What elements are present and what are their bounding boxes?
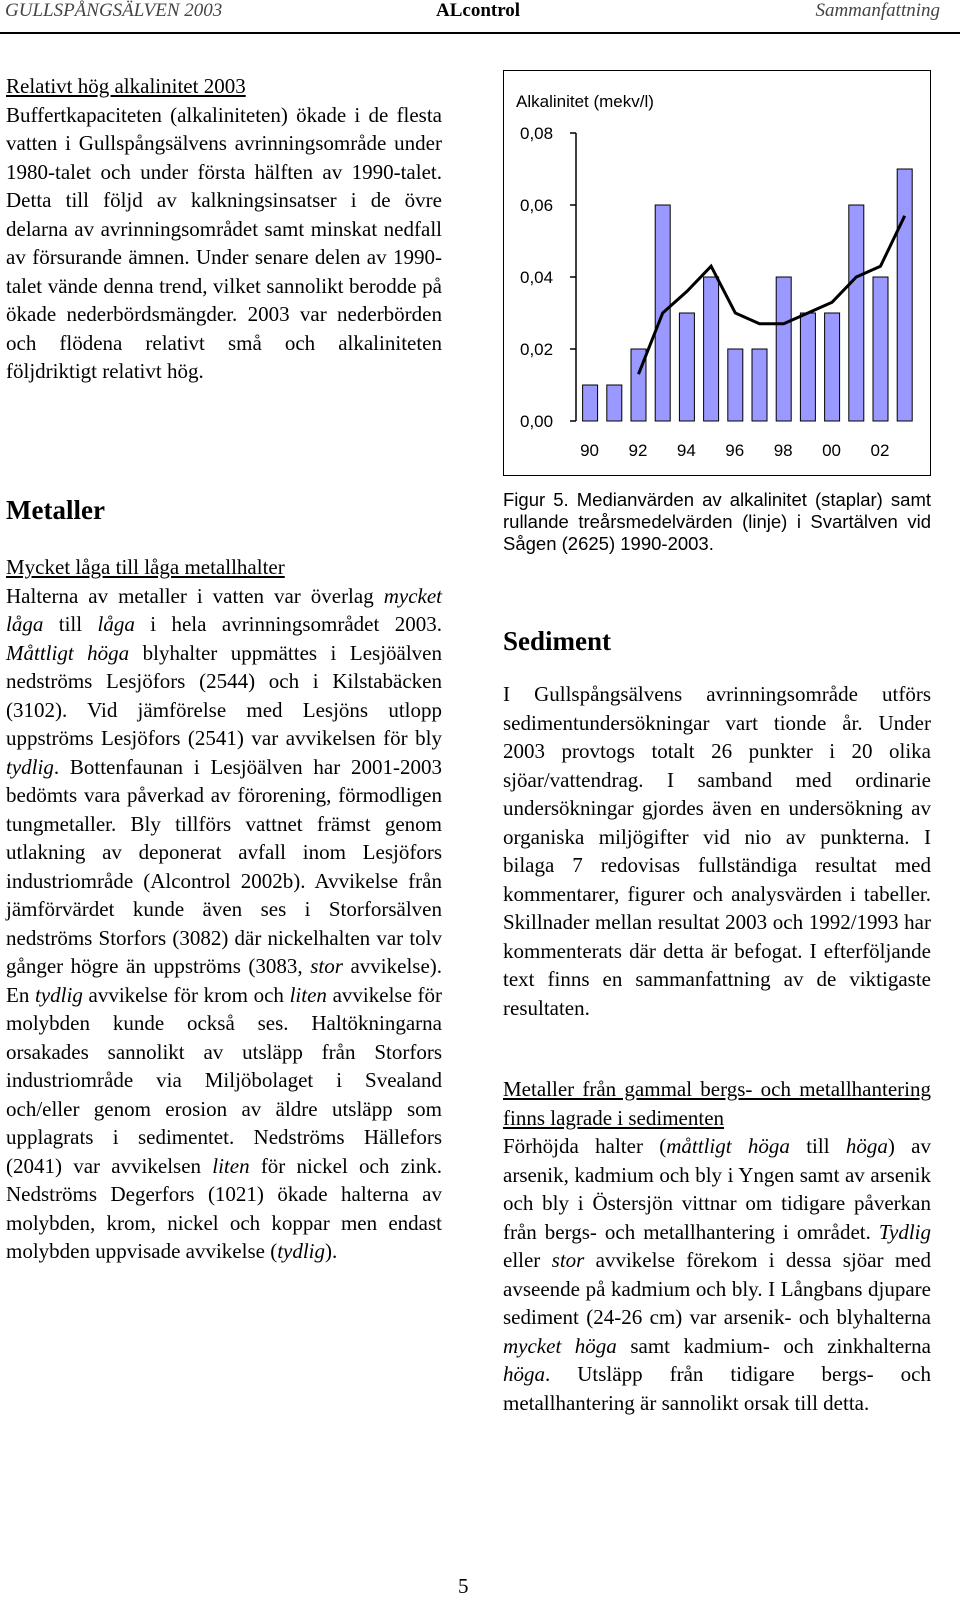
text-run: avvikelse för molybden kunde också ses. Haltökningarna orsakades sannolikt av utsläpp från Storfors industriområde via Miljöbolaget i Svealand och/eller genom erosion av äldre utsläpp som upplagrats i sedimentet. Nedströms Hällefors (2041) var avvikelsen — [6, 982, 443, 1178]
chart-svg — [504, 71, 932, 477]
emphasis: mycket låga — [6, 583, 442, 636]
emphasis: höga — [845, 1134, 888, 1158]
text-run: Halterna av metaller i vatten var överlag — [6, 583, 374, 608]
chart-xtick-label: 98 — [773, 441, 793, 460]
emphasis: måttligt höga — [666, 1134, 790, 1158]
emphasis: Måttligt höga — [6, 640, 130, 665]
figure-caption: Figur 5. Medianvärden av alkalinitet (staplar) samt rullande treårsmedelvärden (linje) i Svartälven vid Sågen (2625) 1990-2003. — [503, 489, 931, 554]
metaller-heading: Metaller — [6, 495, 105, 525]
sediment-heading: Sediment — [503, 626, 611, 656]
chart-bar — [583, 385, 598, 421]
chart-ytick-label: 0,06 — [520, 196, 554, 215]
metaller-paragraph — [6, 582, 442, 1266]
emphasis: liten — [212, 1153, 250, 1178]
header-rule — [0, 32, 960, 34]
text-run: avvikelse). En — [6, 954, 443, 1007]
page-header — [0, 0, 960, 34]
header-report-title: GULLSPÅNGSÄLVEN 2003 — [5, 0, 223, 21]
metaller-subtitle: Mycket låga till låga metallhalter — [6, 555, 285, 579]
text-run: ). — [325, 1239, 338, 1263]
chart-xtick-label: 96 — [725, 441, 745, 460]
chart-bar — [825, 313, 840, 421]
text-run: för nickel och zink. Nedströms Degerfors (1021) ökade halterna av molybden, krom, nickel och koppar men endast molybden uppvisade avvikelse ( — [6, 1153, 442, 1263]
page-number: 5 — [458, 1574, 469, 1598]
gammal-section — [503, 1075, 931, 1417]
chart-bar — [776, 277, 791, 421]
text-run: i hela avrinningsområdet 2003. — [150, 612, 442, 636]
text-run: ) av arsenik, kadmium och bly i Yngen samt av arsenik och bly i Östersjön vittnar om tidigare påverkan från bergs- och metallhantering i området. — [503, 1134, 931, 1244]
alkalinity-chart — [503, 70, 931, 476]
chart-bar — [679, 313, 694, 421]
chart-bar — [800, 313, 815, 421]
chart-xtick-label: 92 — [628, 441, 648, 460]
text-run: . Bottenfaunan i Lesjöälven har 2001-2003 bedömts vara påverkad av förorening, förmodligen tungmetaller. Bly tillförs vattnet främst genom utlakning av deponerat avfall inom Lesjöfors industriområde (Alcontrol 2002b). Avvikelse från jämförvärdet kunde även ses i Storforsälven nedströms Storfors (3082) där nickelhalten var tolv gånger högre än uppströms (3083, — [6, 754, 442, 978]
emphasis: liten — [289, 982, 327, 1007]
chart-bar — [897, 169, 912, 421]
text-run: . Utsläpp från tidigare bergs- och metallhantering är sannolikt orsak till detta. — [503, 1362, 931, 1415]
emphasis: Tydlig — [878, 1219, 931, 1244]
chart-bar — [873, 277, 888, 421]
emphasis: mycket höga — [503, 1333, 617, 1358]
text-run: Förhöjda halter ( — [503, 1134, 667, 1158]
chart-ylabel: Alkalinitet (mekv/l) — [516, 92, 654, 111]
emphasis: låga — [97, 612, 135, 636]
gammal-paragraph — [503, 1132, 931, 1417]
text-run: eller — [503, 1248, 541, 1272]
chart-series-line — [639, 216, 905, 374]
emphasis: stor — [310, 954, 343, 978]
chart-bar — [752, 349, 767, 421]
alkalinity-section — [6, 72, 442, 386]
emphasis: tydlig — [35, 982, 83, 1007]
chart-xtick-label: 90 — [580, 441, 600, 460]
sediment-paragraph: I Gullspångsälvens avrinningsområde utförs sedimentundersökningar vart tionde år. Under 2003 provtogs totalt 26 punkter i 20 olika sjöar/vattendrag. I samband med ordinarie undersökningar gjordes även en undersökning av organiska miljögifter vid nio av punkterna. I bilaga 7 redovisas fullständiga resultat med kommentarer, figurer och analysvärden i tabeller. Skillnader mellan resultat 2003 och 1992/1993 har kommenterats där detta är befogat. I efterföljande text finns en sammanfattning av de viktigaste resultaten. — [503, 682, 931, 1020]
emphasis: stor — [551, 1248, 585, 1272]
alkalinity-subtitle: Relativt hög alkalinitet 2003 — [6, 74, 246, 98]
chart-ytick-label: 0,02 — [520, 340, 554, 359]
emphasis: höga — [503, 1362, 545, 1386]
text-run: till — [806, 1134, 830, 1158]
chart-bar — [607, 385, 622, 421]
chart-bar — [728, 349, 743, 421]
text-run: avvikelse för krom och — [88, 982, 284, 1007]
chart-ytick-label: 0,04 — [520, 268, 554, 287]
emphasis: tydlig — [6, 754, 54, 779]
chart-ytick-label: 0,00 — [520, 412, 554, 431]
chart-xtick-label: 02 — [870, 441, 890, 460]
metaller-section — [6, 553, 442, 1266]
chart-xtick-label: 94 — [676, 441, 696, 460]
text-run: samt kadmium- och zinkhalterna — [630, 1333, 931, 1358]
chart-xtick-label: 00 — [822, 441, 842, 460]
sediment-section — [503, 680, 931, 1022]
text-run: blyhalter uppmättes i Lesjöälven nedströms Lesjöfors (2544) och i Kilstabäcken (3102). Vid jämförelse med Lesjöns utlopp uppströms Lesjöfors (2541) var avvikelsen för bly — [6, 640, 443, 750]
text-run: till — [58, 612, 83, 636]
header-company: ALcontrol — [436, 0, 521, 21]
chart-bar — [704, 277, 719, 421]
gammal-subtitle: Metaller från gammal bergs- och metallhantering finns lagrade i sedimenten — [503, 1077, 931, 1130]
header-section: Sammanfattning — [815, 0, 940, 21]
alkalinity-paragraph: Buffertkapaciteten (alkaliniteten) ökade i de flesta vatten i Gullspångsälvens avrinningsområde under 1980-talet och under första hälften av 1990-talet. Detta till följd av kalkningsinsatser i de övre delarna av avrinningsområdet samt minskat nedfall av försurande ämnen. Under senare delen av 1990-talet vände denna trend, vilket sannolikt berodde på ökade nederbördsmängder. 2003 var nederbörden och flödena relativt små och alkaliniteten följdriktigt relativt hög. — [6, 102, 442, 383]
chart-ytick-label: 0,08 — [520, 124, 554, 143]
text-run: avvikelse förekom i dessa sjöar med avseende på kadmium och bly. I Långbans djupare sediment (24-26 cm) var arsenik- och blyhalterna — [503, 1248, 932, 1329]
chart-bar — [849, 205, 864, 421]
emphasis: tydlig — [277, 1239, 326, 1263]
